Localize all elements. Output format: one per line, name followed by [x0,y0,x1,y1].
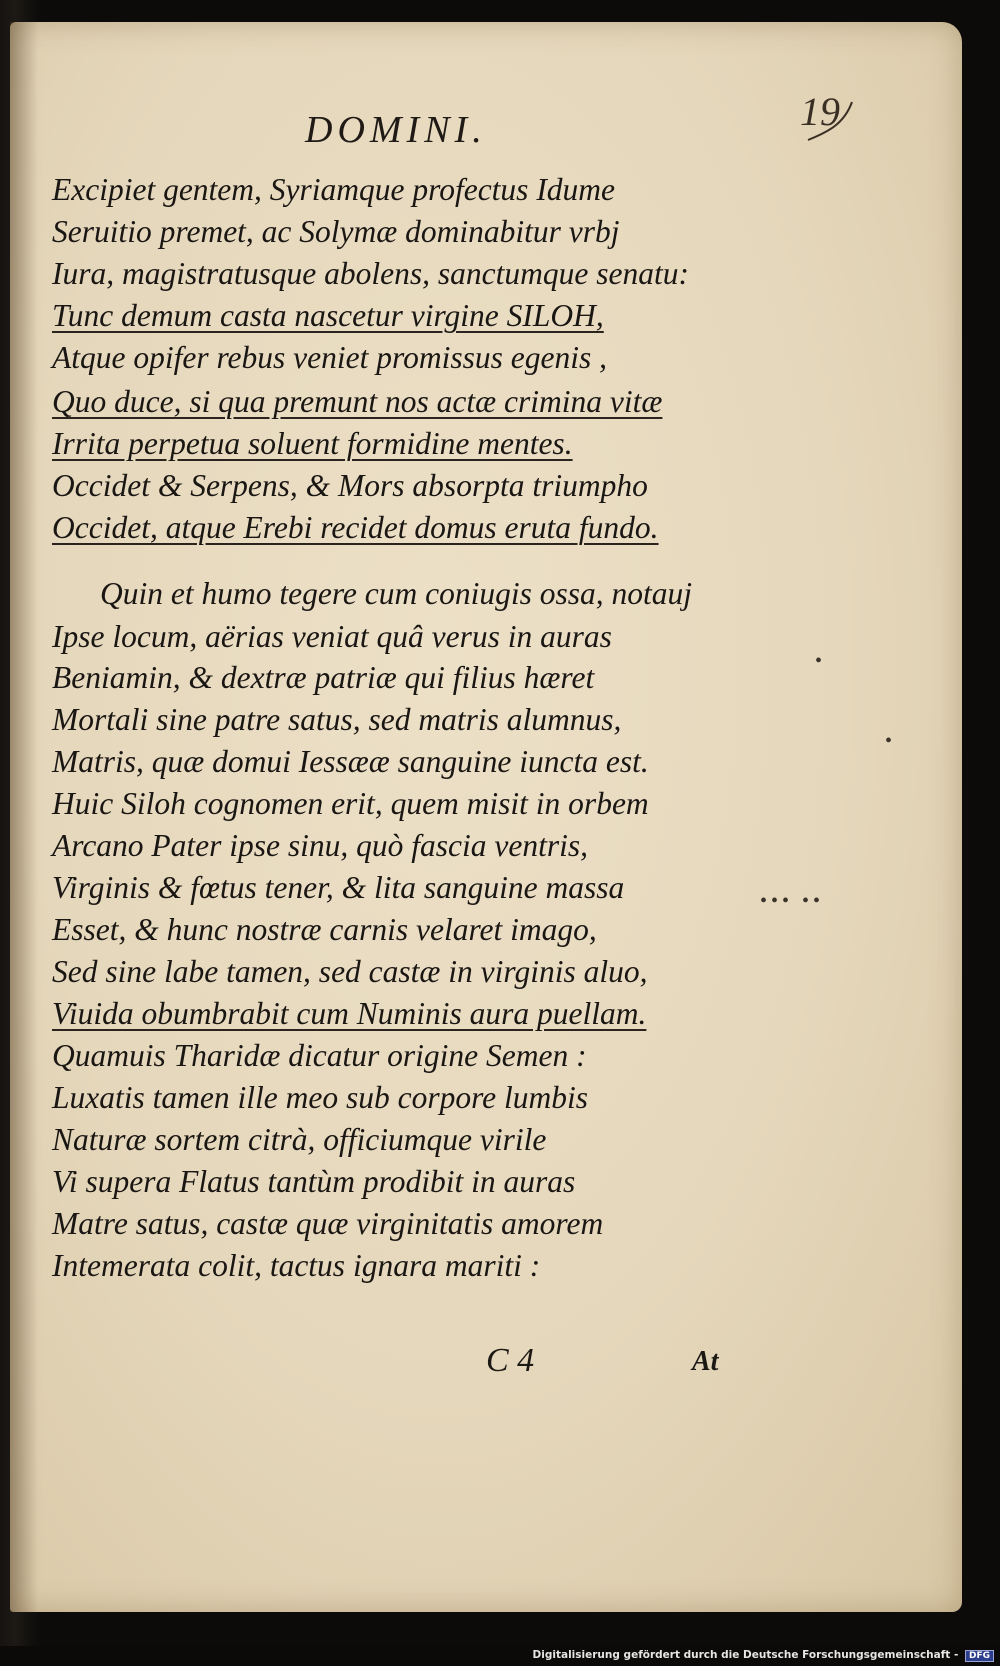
verse-line-7: Irrita perpetua soluent formidine mentes. [52,426,573,461]
verse-line-14: Matris, quæ domui Iessææ sanguine iuncta est. [52,744,649,779]
verse-line-19: Sed sine labe tamen, sed castæ in virginis aluo, [52,954,648,989]
ink-dots-icon: ••• •• [760,890,825,912]
ink-mark-icon: • [815,650,823,672]
verse-line-23: Naturæ sortem citrà, officiumque virile [52,1122,547,1157]
verse-line-11: Ipse locum, aërias veniat quâ verus in auras [52,619,612,654]
catchword: At [692,1346,719,1377]
verse-line-3: Iura, magistratusque abolens, sanctumque senatu: [52,256,689,291]
verse-line-12: Beniamin, & dextræ patriæ qui filius hæret [52,660,595,695]
footer-bar [0,1646,1000,1666]
verse-line-10: Quin et humo tegere cum coniugis ossa, notauj [100,576,693,611]
verse-line-1: Excipiet gentem, Syriamque profectus Idume [52,172,616,207]
verse-line-9: Occidet, atque Erebi recidet domus eruta fundo. [52,510,659,545]
signature-mark: C 4 [486,1342,535,1379]
verse-line-4: Tunc demum casta nascetur virgine SILOH, [52,298,604,333]
folio-number [800,88,870,158]
verse-line-20: Viuida obumbrabit cum Numinis aura puellam. [52,996,647,1031]
verse-line-13: Mortali sine patre satus, sed matris alumnus, [52,702,622,737]
folio-number-text: 19 [800,89,840,134]
verse-line-21: Quamuis Tharidæ dicatur origine Semen : [52,1038,587,1073]
verse-line-8: Occidet & Serpens, & Mors absorpta triumpho [52,468,648,503]
folio-flourish-icon [800,88,870,158]
verse-line-22: Luxatis tamen ille meo sub corpore lumbis [52,1080,589,1115]
verse-line-24: Vi supera Flatus tantùm prodibit in auras [52,1164,576,1199]
verse-line-5: Atque opifer rebus veniet promissus egenis , [52,340,607,375]
verse-line-25: Matre satus, castæ quæ virginitatis amorem [52,1206,604,1241]
verse-line-16: Arcano Pater ipse sinu, quò fascia ventris, [52,828,589,863]
footer-credit [533,1649,994,1662]
running-head: DOMINI. [305,109,487,151]
dfg-logo: DFG [965,1650,994,1662]
verse-line-26: Intemerata colit, tactus ignara mariti : [52,1248,541,1283]
verse-line-17: Virginis & fœtus tener, & lita sanguine massa [52,870,625,905]
verse-line-18: Esset, & hunc nostræ carnis velaret imago, [52,912,597,947]
page-gutter-shadow [10,22,38,1612]
ink-mark-icon: • [885,730,893,752]
verse-line-15: Huic Siloh cognomen erit, quem misit in orbem [52,786,649,821]
footer-credit-text: Digitalisierung gefördert durch die Deutsche Forschungsgemeinschaft - [532,1649,959,1661]
verse-line-2: Seruitio premet, ac Solymæ dominabitur vrbj [52,214,620,249]
verse-line-6: Quo duce, si qua premunt nos actæ crimina vitæ [52,384,663,419]
